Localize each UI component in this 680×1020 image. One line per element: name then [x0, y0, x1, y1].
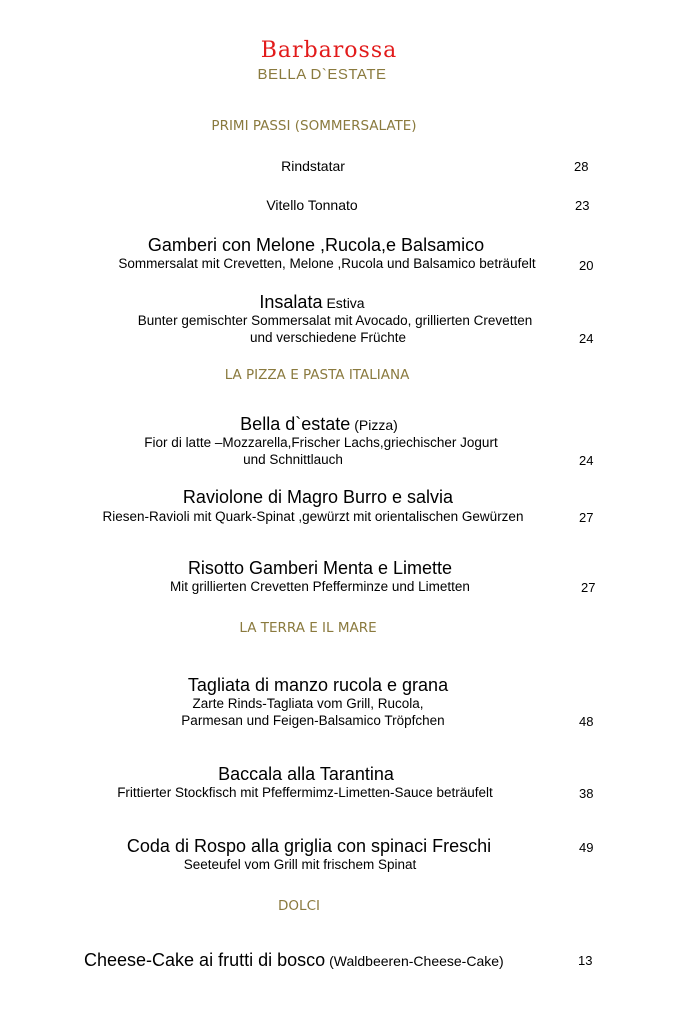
- dish-price-risotto-gamberi: 27: [581, 580, 596, 595]
- dish-name-suffix-estiva: Estiva: [326, 295, 365, 311]
- dish-name-suffix-waldbeeren: (Waldbeeren-Cheese-Cake): [329, 953, 504, 969]
- dish-desc-insalata-line2: und verschiedene Früchte: [249, 330, 407, 345]
- menu-subtitle: BELLA D`ESTATE: [257, 66, 387, 83]
- dish-desc-tagliata-line1: Zarte Rinds-Tagliata vom Grill, Rucola,: [192, 696, 424, 711]
- dish-title-insalata-estiva: [259, 292, 364, 313]
- dish-desc-raviolone: Riesen-Ravioli mit Quark-Spinat ,gewürzt mit orientalischen Gewürzen: [102, 509, 524, 524]
- dish-price-coda-di-rospo: 49: [579, 840, 594, 855]
- dish-name-coda-di-rospo: Coda di Rospo alla griglia con spinaci Freschi: [126, 836, 492, 856]
- dish-name-bella-destate: Bella d`estate: [240, 414, 351, 434]
- dish-price-tagliata: 48: [579, 714, 594, 729]
- dish-price-cheese-cake: 13: [578, 953, 593, 968]
- dish-price-insalata: 24: [579, 331, 594, 346]
- dish-name-cheese-cake: Cheese-Cake ai frutti di bosco: [84, 950, 326, 970]
- dish-desc-tagliata-line2: Parmesan und Feigen-Balsamico Tröpfchen: [181, 713, 445, 728]
- dish-name-suffix-pizza: (Pizza): [354, 417, 398, 433]
- dish-title-cheese-cake: [84, 950, 504, 971]
- dish-price-gamberi-melone: 20: [579, 258, 594, 273]
- dish-desc-insalata-line1: Bunter gemischter Sommersalat mit Avocado, grillierten Crevetten: [137, 313, 533, 328]
- dish-price-raviolone: 27: [579, 510, 594, 525]
- section-title-primi-passi: PRIMI PASSI (SOMMERSALATE): [211, 118, 417, 134]
- section-title-pizza-pasta: LA PIZZA E PASTA ITALIANA: [224, 367, 410, 383]
- dish-name-gamberi-melone: Gamberi con Melone ,Rucola,e Balsamico: [147, 235, 485, 255]
- dish-name-rindstatar: Rindstatar: [281, 158, 345, 174]
- dish-desc-risotto-gamberi: Mit grillierten Crevetten Pfefferminze und Limetten: [170, 579, 470, 594]
- dish-name-baccala: Baccala alla Tarantina: [218, 764, 394, 784]
- dish-desc-coda-di-rospo: Seeteufel vom Grill mit frischem Spinat: [183, 857, 417, 872]
- dish-price-bella-destate: 24: [579, 453, 594, 468]
- dish-desc-baccala: Frittierter Stockfisch mit Pfeffermimz-Limetten-Sauce beträufelt: [117, 785, 493, 800]
- section-title-dolci: DOLCI: [278, 898, 320, 914]
- restaurant-name: Barbarossa: [260, 38, 398, 63]
- dish-title-bella-destate: [240, 414, 398, 435]
- dish-price-vitello-tonnato: 23: [575, 198, 590, 213]
- dish-name-tagliata: Tagliata di manzo rucola e grana: [187, 675, 449, 695]
- section-title-terra-mare: LA TERRA E IL MARE: [239, 620, 377, 636]
- dish-desc-gamberi-melone: Sommersalat mit Crevetten, Melone ,Rucola und Balsamico beträufelt: [118, 256, 536, 271]
- dish-desc-bella-destate-line2: und Schnittlauch: [243, 452, 343, 467]
- dish-name-risotto-gamberi: Risotto Gamberi Menta e Limette: [187, 558, 453, 578]
- dish-price-rindstatar: 28: [574, 159, 589, 174]
- dish-price-baccala: 38: [579, 786, 594, 801]
- dish-name-insalata: Insalata: [259, 292, 323, 312]
- dish-desc-bella-destate-line1: Fior di latte –Mozzarella,Frischer Lachs,griechischer Jogurt: [144, 435, 498, 450]
- dish-name-raviolone: Raviolone di Magro Burro e salvia: [182, 487, 454, 507]
- dish-name-vitello-tonnato: Vitello Tonnato: [266, 197, 358, 213]
